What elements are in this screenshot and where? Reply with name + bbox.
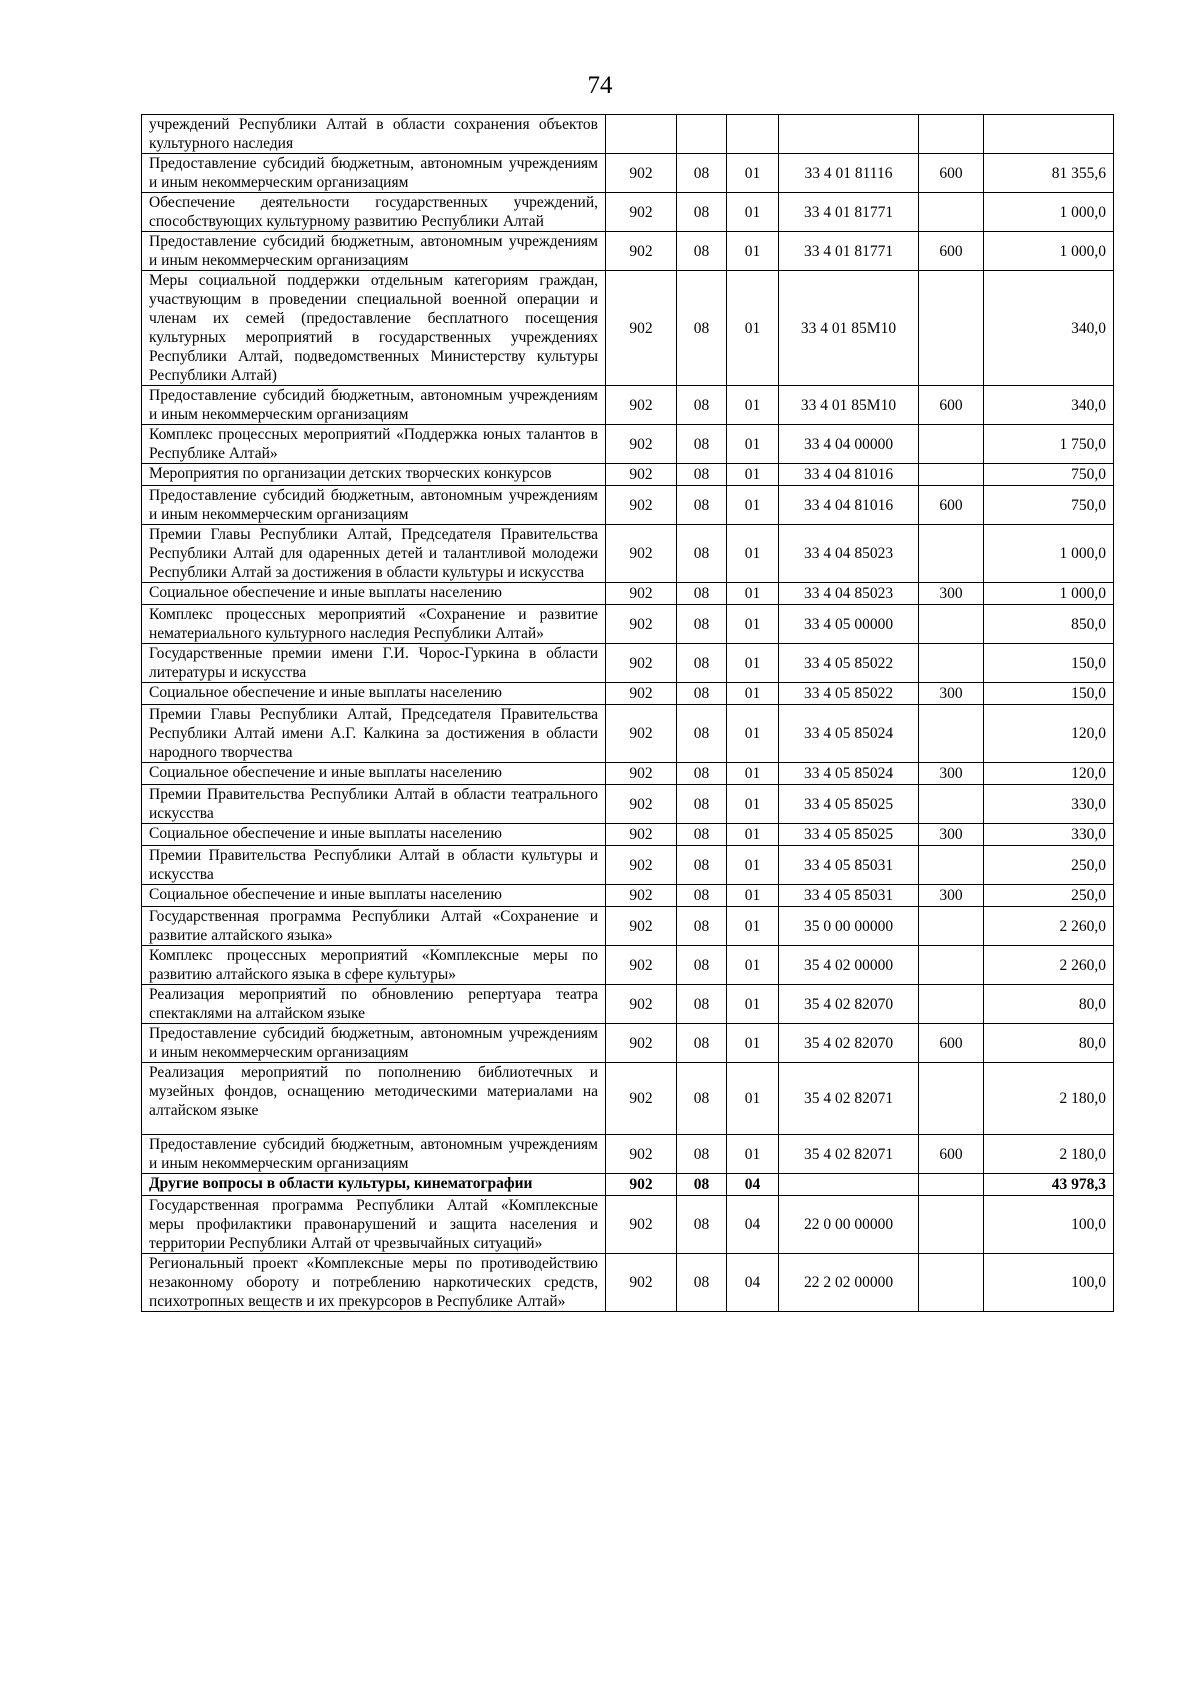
row-target-article: 33 4 05 85025	[779, 824, 919, 846]
row-name: Премии Главы Республики Алтай, Председателя Правительства Республики Алтай имени А.Г. Калкина за достижения в области народного творчества	[142, 705, 606, 763]
row-section: 08	[677, 907, 727, 946]
row-section: 08	[677, 846, 727, 885]
row-admin-code: 902	[606, 985, 677, 1024]
row-admin-code: 902	[606, 885, 677, 907]
row-amount: 330,0	[984, 785, 1114, 824]
row-amount	[984, 115, 1114, 154]
row-section: 08	[677, 425, 727, 464]
row-section: 08	[677, 1174, 727, 1196]
row-section: 08	[677, 583, 727, 605]
row-amount: 340,0	[984, 386, 1114, 425]
row-target-article: 33 4 04 85023	[779, 525, 919, 583]
row-subsection: 01	[727, 644, 779, 683]
row-subsection: 01	[727, 271, 779, 386]
row-amount: 1 000,0	[984, 583, 1114, 605]
row-amount: 80,0	[984, 985, 1114, 1024]
budget-table	[141, 114, 1114, 1312]
row-admin-code: 902	[606, 583, 677, 605]
row-admin-code: 902	[606, 1063, 677, 1135]
table-row	[142, 525, 1114, 583]
row-subsection: 01	[727, 846, 779, 885]
table-row	[142, 193, 1114, 232]
table-row	[142, 824, 1114, 846]
row-target-article: 33 4 01 85М10	[779, 386, 919, 425]
row-name: Социальное обеспечение и иные выплаты населению	[142, 885, 606, 907]
row-name: Меры социальной поддержки отдельным категориям граждан, участвующим в проведении специальной военной операции и членам их семей (предоставление бесплатного посещения культурных мероприятий в государственных учреждениях Республики Алтай, подведомственных Министерству культуры Республики Алтай)	[142, 271, 606, 386]
table-row	[142, 644, 1114, 683]
row-amount: 150,0	[984, 683, 1114, 705]
row-section: 08	[677, 644, 727, 683]
row-subsection: 04	[727, 1174, 779, 1196]
row-subsection	[727, 115, 779, 154]
row-expense-type: 600	[919, 1024, 984, 1063]
row-expense-type	[919, 425, 984, 464]
row-amount: 81 355,6	[984, 154, 1114, 193]
row-amount: 250,0	[984, 885, 1114, 907]
row-expense-type	[919, 1196, 984, 1254]
page-number: 74	[587, 72, 613, 99]
row-admin-code: 902	[606, 846, 677, 885]
row-subsection: 01	[727, 605, 779, 644]
row-admin-code: 902	[606, 824, 677, 846]
row-target-article: 33 4 05 85031	[779, 846, 919, 885]
row-admin-code: 902	[606, 386, 677, 425]
row-amount: 120,0	[984, 763, 1114, 785]
row-amount: 80,0	[984, 1024, 1114, 1063]
row-name: Предоставление субсидий бюджетным, автономным учреждениям и иным некоммерческим организациям	[142, 386, 606, 425]
row-admin-code: 902	[606, 525, 677, 583]
row-admin-code: 902	[606, 1174, 677, 1196]
row-name: Премии Правительства Республики Алтай в области театрального искусства	[142, 785, 606, 824]
table-row	[142, 115, 1114, 154]
table-row	[142, 985, 1114, 1024]
table-row	[142, 705, 1114, 763]
row-section: 08	[677, 232, 727, 271]
row-subsection: 01	[727, 386, 779, 425]
row-expense-type	[919, 946, 984, 985]
row-target-article: 22 0 00 00000	[779, 1196, 919, 1254]
row-expense-type	[919, 846, 984, 885]
row-admin-code: 902	[606, 946, 677, 985]
row-target-article	[779, 115, 919, 154]
row-section: 08	[677, 763, 727, 785]
row-section: 08	[677, 605, 727, 644]
row-subsection: 01	[727, 232, 779, 271]
row-name: Социальное обеспечение и иные выплаты населению	[142, 763, 606, 785]
row-subsection: 01	[727, 1024, 779, 1063]
row-target-article: 35 4 02 82070	[779, 1024, 919, 1063]
row-section: 08	[677, 464, 727, 486]
row-name: Другие вопросы в области культуры, кинематографии	[142, 1174, 606, 1196]
row-amount: 330,0	[984, 824, 1114, 846]
row-amount: 120,0	[984, 705, 1114, 763]
row-expense-type: 600	[919, 232, 984, 271]
row-name: Мероприятия по организации детских творческих конкурсов	[142, 464, 606, 486]
row-admin-code: 902	[606, 1196, 677, 1254]
row-amount: 2 180,0	[984, 1135, 1114, 1174]
row-amount: 1 750,0	[984, 425, 1114, 464]
row-amount: 750,0	[984, 486, 1114, 525]
row-amount: 43 978,3	[984, 1174, 1114, 1196]
row-section: 08	[677, 525, 727, 583]
row-name: Комплекс процессных мероприятий «Сохранение и развитие нематериального культурного наследия Республики Алтай»	[142, 605, 606, 644]
table-body	[142, 115, 1114, 1312]
row-expense-type	[919, 115, 984, 154]
row-section: 08	[677, 271, 727, 386]
row-section: 08	[677, 486, 727, 525]
row-expense-type	[919, 985, 984, 1024]
row-section: 08	[677, 946, 727, 985]
row-expense-type: 600	[919, 1135, 984, 1174]
row-expense-type: 300	[919, 763, 984, 785]
table-row	[142, 154, 1114, 193]
row-target-article: 33 4 01 81116	[779, 154, 919, 193]
row-name: Обеспечение деятельности государственных учреждений, способствующих культурному развитию Республики Алтай	[142, 193, 606, 232]
row-name: Реализация мероприятий по пополнению библиотечных и музейных фондов, оснащению методическими материалами на алтайском языке	[142, 1063, 606, 1135]
row-name: Предоставление субсидий бюджетным, автономным учреждениям и иным некоммерческим организациям	[142, 232, 606, 271]
row-admin-code: 902	[606, 1254, 677, 1312]
row-name: Реализация мероприятий по обновлению репертуара театра спектаклями на алтайском языке	[142, 985, 606, 1024]
table-row	[142, 464, 1114, 486]
row-admin-code: 902	[606, 683, 677, 705]
table-row	[142, 683, 1114, 705]
row-section: 08	[677, 1063, 727, 1135]
row-subsection: 01	[727, 705, 779, 763]
row-subsection: 01	[727, 193, 779, 232]
row-amount: 2 180,0	[984, 1063, 1114, 1135]
row-subsection: 01	[727, 824, 779, 846]
table-row	[142, 271, 1114, 386]
row-subsection: 01	[727, 525, 779, 583]
row-target-article: 35 4 02 00000	[779, 946, 919, 985]
row-target-article: 33 4 04 81016	[779, 486, 919, 525]
row-name: Предоставление субсидий бюджетным, автономным учреждениям и иным некоммерческим организациям	[142, 1024, 606, 1063]
table-row	[142, 1196, 1114, 1254]
row-target-article: 33 4 01 81771	[779, 193, 919, 232]
row-amount: 1 000,0	[984, 193, 1114, 232]
row-admin-code	[606, 115, 677, 154]
row-expense-type	[919, 705, 984, 763]
row-name: Социальное обеспечение и иные выплаты населению	[142, 583, 606, 605]
row-subsection: 01	[727, 486, 779, 525]
row-expense-type: 300	[919, 583, 984, 605]
row-expense-type	[919, 193, 984, 232]
row-expense-type	[919, 605, 984, 644]
row-admin-code: 902	[606, 785, 677, 824]
row-section	[677, 115, 727, 154]
row-amount: 100,0	[984, 1196, 1114, 1254]
row-name: Комплекс процессных мероприятий «Поддержка юных талантов в Республике Алтай»	[142, 425, 606, 464]
row-name: Социальное обеспечение и иные выплаты населению	[142, 824, 606, 846]
row-target-article: 35 4 02 82070	[779, 985, 919, 1024]
table-row	[142, 1254, 1114, 1312]
row-name: Премии Главы Республики Алтай, Председателя Правительства Республики Алтай для одаренных детей и талантливой молодежи Республики Алтай за достижения в области культуры и искусства	[142, 525, 606, 583]
row-name: Государственные премии имени Г.И. Чорос-Гуркина в области литературы и искусства	[142, 644, 606, 683]
row-admin-code: 902	[606, 907, 677, 946]
row-expense-type: 600	[919, 386, 984, 425]
row-amount: 250,0	[984, 846, 1114, 885]
row-expense-type	[919, 464, 984, 486]
row-expense-type: 300	[919, 824, 984, 846]
row-amount: 340,0	[984, 271, 1114, 386]
table-row	[142, 1174, 1114, 1196]
row-subsection: 01	[727, 683, 779, 705]
row-name: Предоставление субсидий бюджетным, автономным учреждениям и иным некоммерческим организациям	[142, 154, 606, 193]
row-target-article: 33 4 05 85022	[779, 644, 919, 683]
row-subsection: 04	[727, 1196, 779, 1254]
row-section: 08	[677, 193, 727, 232]
row-admin-code: 902	[606, 644, 677, 683]
row-admin-code: 902	[606, 271, 677, 386]
row-name: Комплекс процессных мероприятий «Комплексные меры по развитию алтайского языка в сфере культуры»	[142, 946, 606, 985]
row-name: Социальное обеспечение и иные выплаты населению	[142, 683, 606, 705]
table-row	[142, 486, 1114, 525]
row-name: Предоставление субсидий бюджетным, автономным учреждениям и иным некоммерческим организациям	[142, 486, 606, 525]
row-expense-type	[919, 1174, 984, 1196]
table-row	[142, 1024, 1114, 1063]
row-admin-code: 902	[606, 486, 677, 525]
row-section: 08	[677, 824, 727, 846]
row-admin-code: 902	[606, 1135, 677, 1174]
row-amount: 750,0	[984, 464, 1114, 486]
row-section: 08	[677, 683, 727, 705]
row-section: 08	[677, 1135, 727, 1174]
row-subsection: 01	[727, 154, 779, 193]
row-amount: 150,0	[984, 644, 1114, 683]
row-name: учреждений Республики Алтай в области сохранения объектов культурного наследия	[142, 115, 606, 154]
table-row	[142, 763, 1114, 785]
table-row	[142, 605, 1114, 644]
row-target-article: 33 4 01 85М10	[779, 271, 919, 386]
row-section: 08	[677, 1254, 727, 1312]
row-target-article: 33 4 01 81771	[779, 232, 919, 271]
row-target-article: 35 4 02 82071	[779, 1135, 919, 1174]
row-subsection: 01	[727, 464, 779, 486]
row-target-article: 33 4 05 85025	[779, 785, 919, 824]
row-section: 08	[677, 885, 727, 907]
row-section: 08	[677, 785, 727, 824]
row-subsection: 01	[727, 946, 779, 985]
row-amount: 2 260,0	[984, 907, 1114, 946]
row-expense-type	[919, 907, 984, 946]
row-expense-type	[919, 271, 984, 386]
row-target-article: 33 4 04 85023	[779, 583, 919, 605]
row-expense-type: 600	[919, 486, 984, 525]
row-section: 08	[677, 1024, 727, 1063]
row-subsection: 01	[727, 885, 779, 907]
table-row	[142, 846, 1114, 885]
row-target-article: 22 2 02 00000	[779, 1254, 919, 1312]
row-amount: 1 000,0	[984, 232, 1114, 271]
row-subsection: 01	[727, 785, 779, 824]
row-admin-code: 902	[606, 425, 677, 464]
row-admin-code: 902	[606, 232, 677, 271]
row-section: 08	[677, 154, 727, 193]
row-amount: 1 000,0	[984, 525, 1114, 583]
table-row	[142, 386, 1114, 425]
row-subsection: 01	[727, 425, 779, 464]
row-admin-code: 902	[606, 154, 677, 193]
row-subsection: 04	[727, 1254, 779, 1312]
row-subsection: 01	[727, 1135, 779, 1174]
row-name: Предоставление субсидий бюджетным, автономным учреждениям и иным некоммерческим организациям	[142, 1135, 606, 1174]
row-target-article: 35 0 00 00000	[779, 907, 919, 946]
row-subsection: 01	[727, 583, 779, 605]
table-row	[142, 583, 1114, 605]
table-row	[142, 1063, 1114, 1135]
table-row	[142, 885, 1114, 907]
row-name: Премии Правительства Республики Алтай в области культуры и искусства	[142, 846, 606, 885]
row-target-article	[779, 1174, 919, 1196]
row-amount: 2 260,0	[984, 946, 1114, 985]
row-amount: 850,0	[984, 605, 1114, 644]
row-target-article: 33 4 05 85024	[779, 763, 919, 785]
table-row	[142, 1135, 1114, 1174]
row-section: 08	[677, 1196, 727, 1254]
row-expense-type	[919, 785, 984, 824]
row-target-article: 33 4 04 81016	[779, 464, 919, 486]
row-expense-type	[919, 525, 984, 583]
row-amount: 100,0	[984, 1254, 1114, 1312]
row-expense-type	[919, 1254, 984, 1312]
row-admin-code: 902	[606, 605, 677, 644]
row-subsection: 01	[727, 907, 779, 946]
row-target-article: 33 4 04 00000	[779, 425, 919, 464]
table-row	[142, 425, 1114, 464]
row-subsection: 01	[727, 763, 779, 785]
row-expense-type: 300	[919, 683, 984, 705]
row-subsection: 01	[727, 1063, 779, 1135]
row-admin-code: 902	[606, 464, 677, 486]
row-name: Государственная программа Республики Алтай «Сохранение и развитие алтайского языка»	[142, 907, 606, 946]
row-name: Государственная программа Республики Алтай «Комплексные меры профилактики правонарушений и защита населения и территории Республики Алтай от чрезвычайных ситуаций»	[142, 1196, 606, 1254]
row-expense-type	[919, 644, 984, 683]
row-target-article: 35 4 02 82071	[779, 1063, 919, 1135]
row-expense-type	[919, 1063, 984, 1135]
row-target-article: 33 4 05 85024	[779, 705, 919, 763]
row-target-article: 33 4 05 85031	[779, 885, 919, 907]
row-subsection: 01	[727, 985, 779, 1024]
table-row	[142, 785, 1114, 824]
table-row	[142, 946, 1114, 985]
row-expense-type: 600	[919, 154, 984, 193]
row-admin-code: 902	[606, 763, 677, 785]
row-section: 08	[677, 705, 727, 763]
row-target-article: 33 4 05 85022	[779, 683, 919, 705]
table-row	[142, 907, 1114, 946]
row-name: Региональный проект «Комплексные меры по противодействию незаконному обороту и потреблению наркотических средств, психотропных веществ и их прекурсоров в Республике Алтай»	[142, 1254, 606, 1312]
row-expense-type: 300	[919, 885, 984, 907]
table-row	[142, 232, 1114, 271]
row-section: 08	[677, 386, 727, 425]
row-target-article: 33 4 05 00000	[779, 605, 919, 644]
row-admin-code: 902	[606, 193, 677, 232]
row-admin-code: 902	[606, 705, 677, 763]
row-section: 08	[677, 985, 727, 1024]
row-admin-code: 902	[606, 1024, 677, 1063]
